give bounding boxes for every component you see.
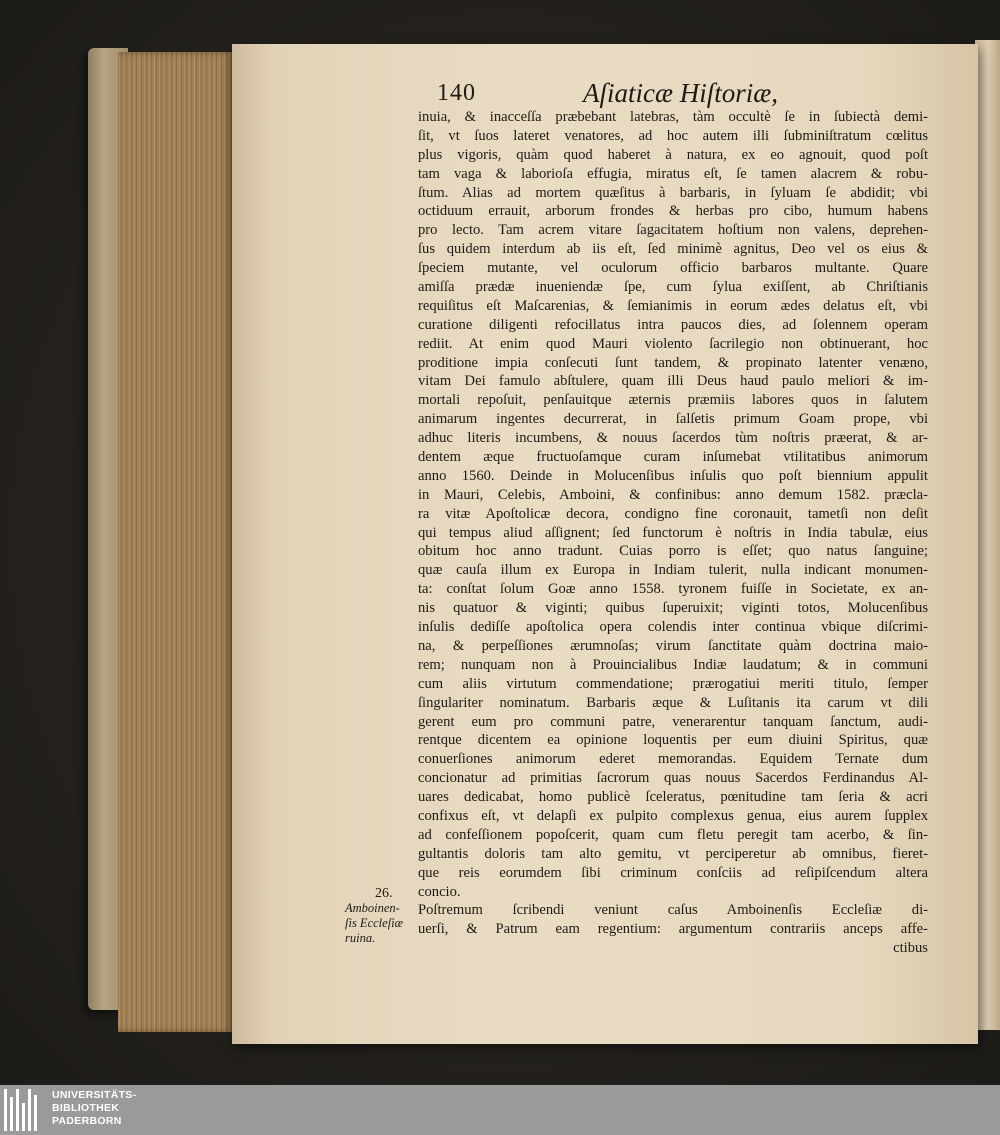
text-line: vitam Dei famulo abſtulere, quam illi Deus haud paulo meliori & im- — [418, 373, 928, 390]
text-line: uares dedicabat, homo publicè ſceleratus, pœnitudine tam ſeria & acri — [418, 789, 928, 806]
margin-note-line: ſis Eccleſiæ — [345, 916, 403, 930]
text-line: gultantis doloris tam alto gemitu, vt perciperetur ab omnibus, fieret- — [418, 845, 928, 862]
page-number: 140 — [437, 80, 476, 106]
text-line: octiduum errauit, arborum frondes & herbas pro cibo, humum habens — [418, 203, 928, 220]
text-line: ad confeſſionem popoſcerit, quam cum fletu peregit tam acerbo, & ſin- — [418, 826, 928, 843]
text-line: nis quatuor & viginti; quibus ſuperuixit; viginti totos, Molucenſibus — [418, 600, 928, 617]
text-line: ra vitæ Apoſtolicæ decora, condigno fine coronauit, tametſi non deſit — [418, 505, 928, 522]
text-line: na, & perpeſſiones ærumnoſas; virum ſanctitate quàm doctrina maio- — [418, 637, 928, 654]
text-line: inſulis dediſſe apoſtolica opera colendis inter continua vbique diſcrimi- — [418, 619, 928, 636]
text-line: ſingulariter nominatum. Barbaris æque & Luſitanis ita carum vt dili — [418, 694, 928, 711]
text-line: rediit. At enim quod Mauri violento ſacrilegio non obtinuerant, hoc — [418, 335, 928, 352]
text-line: inuia, & inacceſſa præbebant latebras, tàm occultè ſe in ſubiectà demi- — [418, 109, 928, 125]
margin-note-line: ruina. — [345, 931, 376, 945]
text-line: adhuc literis incumbens, & nouus ſacerdos tùm noſtris præerat, & ar- — [418, 430, 928, 447]
text-line: confixus eſt, vt delapſi ex pulpito complexus genua, eius aurem ſupplex — [418, 807, 928, 824]
text-line: animarum ingentes decurrerat, in ſalſetis primum Goam prope, vbi — [418, 411, 928, 428]
text-line: proditione impia conſecuti ſunt tandem, & propinato latenter venæno, — [418, 354, 928, 371]
facing-page-edge — [975, 40, 1000, 1030]
text-line: ſtum. Alias ad mortem quæſitus à barbaris, in ſyluam ſe abdidit; vbi — [418, 184, 928, 201]
text-line: ſpeciem mutante, vel oculorum officio barbaros multante. Quare — [418, 260, 928, 277]
text-line: qui tempus aliud aſſignent; ſed functorum è noſtris in India tabulæ, eius — [418, 524, 928, 541]
text-line: rentque dicentem ea opinione loquentis per eum diuini Spiritus, quæ — [418, 732, 928, 749]
page-block-edges — [118, 52, 236, 1032]
text-line: anno 1560. Deinde in Molucenſibus inſulis quo poſt biennium appulit — [418, 467, 928, 484]
text-line: ſus quidem interdum ab iis eſt, ſed minimè agnitus, Deo vel os eius & — [418, 241, 928, 258]
text-line: curatione diligenti refocillatus intra paucos dies, ad ſolennem operam — [418, 316, 928, 333]
library-banner — [0, 1085, 1000, 1135]
text-line: cum aliis virtutum commendatione; prærogatiui meriti titulo, ſemper — [418, 675, 928, 692]
text-line: Poſtremum ſcribendi veniunt caſus Amboinenſis Eccleſiæ di- — [418, 902, 928, 919]
library-name-line: UNIVERSITÄTS- — [52, 1089, 137, 1101]
text-line: rem; nunquam non à Prouincialibus Indiæ laudatum; & in communi — [418, 656, 928, 673]
text-line: obitum hoc anno tradunt. Cuias porro is eſſet; quo natus ſanguine; — [418, 543, 928, 560]
text-line: conuerſiones animorum ederet memorandas. Equidem Ternate dum — [418, 751, 928, 768]
text-line: concio. — [418, 883, 461, 900]
text-line: requiſitus eſt Maſcarenias, & ſemianimis in eorum ædes delatus eſt, vbi — [418, 297, 928, 314]
text-line: quæ cauſa illum ex Europa in Indiam tulerit, nulla indicant monumen- — [418, 562, 928, 579]
text-line: dentem æque fructuoſamque curam inſumebat vtilitatibus animorum — [418, 449, 928, 466]
library-name — [52, 1089, 136, 1128]
text-line: pro lecto. Tam acrem vitare ſagacitatem hoſtium non valens, deprehen- — [418, 222, 928, 239]
text-line: tam vaga & laborioſa effugia, miratus eſt, ſe tamen alacrem & robu- — [418, 165, 928, 182]
running-head: Aſiaticæ Hiſtoriæ, — [583, 78, 779, 108]
text-line: uerſi, & Patrum eam regentium: argumentum contrariis anceps affe- — [418, 921, 928, 938]
text-line: ctibus — [893, 940, 928, 957]
text-line: amiſſa prædæ inueniendæ ſpe, cum ſylua exiſſent, ab Chriſtianis — [418, 279, 928, 296]
text-line: gerent eum pro communi patre, venerarentur tanquam ſanctum, audi- — [418, 713, 928, 730]
text-line: ſit, vt ſuos lateret venatores, ad hoc autem illi ſubminiſtratum cœlitus — [418, 127, 928, 144]
body-text — [418, 108, 928, 958]
margin-note-line: Amboinen- — [345, 901, 400, 915]
margin-note-number: 26. — [375, 886, 393, 901]
text-line: concionatur ad primitias ſacrorum quas nouus Sacerdos Ferdinandus Al- — [418, 770, 928, 787]
margin-note — [345, 886, 417, 946]
text-line: mortali repoſuit, penſauitque æternis præmiis labores quos in ſalutem — [418, 392, 928, 409]
library-logo-icon — [4, 1089, 44, 1131]
text-line: que reis eorumdem ſibi criminum conſciis ad reſipiſcendum altera — [418, 864, 928, 881]
text-line: plus vigoris, quàm quod haberet à natura, ex eo agnouit, quod poſt — [418, 146, 928, 163]
library-name-line: PADERBORN — [52, 1115, 122, 1127]
library-name-line: BIBLIOTHEK — [52, 1102, 120, 1114]
text-line: in Mauri, Celebis, Amboini, & confinibus: anno demum 1582. præcla- — [418, 486, 928, 503]
text-line: ta: conſtat ſolum Goæ anno 1558. tyronem fuiſſe in Societate, ex an- — [418, 581, 928, 598]
